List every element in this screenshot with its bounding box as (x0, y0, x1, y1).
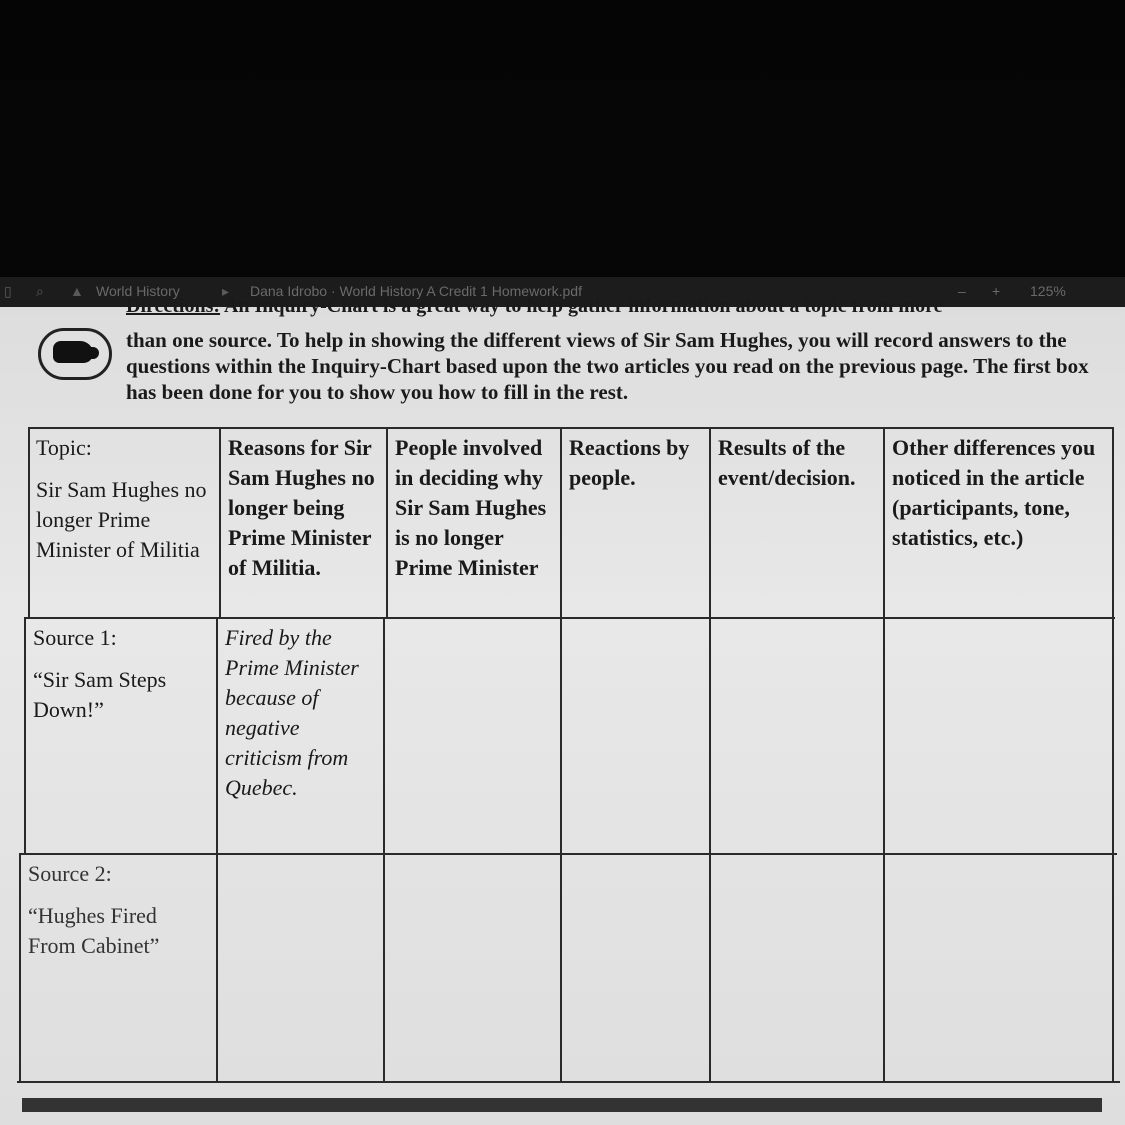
search-icon[interactable]: ⌕ (36, 283, 44, 299)
source-2-results[interactable] (712, 857, 882, 1079)
header-reasons: Reasons for Sir Sam Hughes no longer being Prime Minister of Militia. (228, 435, 375, 580)
zoom-out-button[interactable]: – (958, 283, 966, 299)
directions-text: than one source. To help in showing the different views of Sir Sam Hughes, you will record answers to the questions within the Inquiry-Chart based upon the two articles you read on the previous page. The first box has been done for you to show you how to fill in the rest. (126, 328, 1089, 404)
header-other-differences: Other differences you noticed in the article (participants, tone, statistics, etc.) (892, 435, 1096, 550)
table-col-divider (883, 427, 885, 1083)
zoom-level[interactable]: 125% (1030, 283, 1066, 299)
header-people-involved: People involved in deciding why Sir Sam Hughes is no longer Prime Minister (395, 435, 547, 580)
document-screen (0, 277, 1125, 1125)
source-2-reasons[interactable] (219, 857, 382, 1079)
table-col-divider (709, 427, 711, 1083)
source-1-cell (27, 621, 215, 851)
source-1-reasons[interactable]: Fired by the Prime Minister because of negative criticism from Quebec. (225, 625, 359, 800)
table-col-divider (560, 427, 562, 1083)
table-row-divider (25, 617, 1115, 619)
chevron-right-icon: ▸ (222, 283, 230, 299)
header-results: Results of the event/decision. (718, 435, 856, 490)
source-2-cell (22, 857, 214, 1079)
source-1-people-involved[interactable] (386, 621, 559, 851)
source-2-people-involved[interactable] (386, 857, 559, 1079)
table-col-divider (216, 617, 218, 1083)
directions-label: Directions: (126, 295, 221, 317)
topic-text: Sir Sam Hughes no longer Prime Minister of Militia (36, 477, 207, 562)
source-2-label: Source 2: (28, 861, 112, 886)
drive-icon[interactable]: ▲ (70, 283, 84, 299)
header-topic-cell (30, 431, 218, 617)
header-reactions: Reactions by people. (569, 435, 690, 490)
document-title: Dana Idrobo · World History A Credit 1 Homework.pdf (250, 283, 582, 299)
source-2-other-differences[interactable] (886, 857, 1111, 1079)
zoom-in-button[interactable]: + (992, 283, 1001, 299)
directions-first-line (126, 295, 1116, 317)
page-bottom-rule (22, 1098, 1102, 1112)
source-2-reactions[interactable] (563, 857, 708, 1079)
source-1-reactions[interactable] (563, 621, 708, 851)
directions-line1: An Inquiry-Chart is a great way to help gather information about a topic from more (220, 295, 943, 317)
sidebar-toggle-icon[interactable]: ▯ (4, 283, 12, 299)
table-col-divider (386, 427, 388, 617)
source-1-results[interactable] (712, 621, 882, 851)
table-border-top (28, 427, 1113, 429)
table-col-divider (383, 617, 385, 1083)
source-2-title: “Hughes Fired From Cabinet” (28, 903, 160, 958)
breadcrumb-world-history[interactable]: World History (96, 283, 180, 299)
table-border-bottom (17, 1081, 1120, 1083)
table-row-divider (20, 853, 1117, 855)
source-1-title: “Sir Sam Steps Down!” (33, 667, 167, 722)
table-border-right (1112, 427, 1114, 1083)
source-1-other-differences[interactable] (886, 621, 1111, 851)
binoculars-icon (38, 328, 112, 380)
table-col-divider (219, 427, 221, 617)
table-border-left (24, 617, 26, 853)
table-border-left (19, 853, 21, 1083)
source-1-label: Source 1: (33, 625, 117, 650)
topic-label: Topic: (36, 435, 92, 460)
